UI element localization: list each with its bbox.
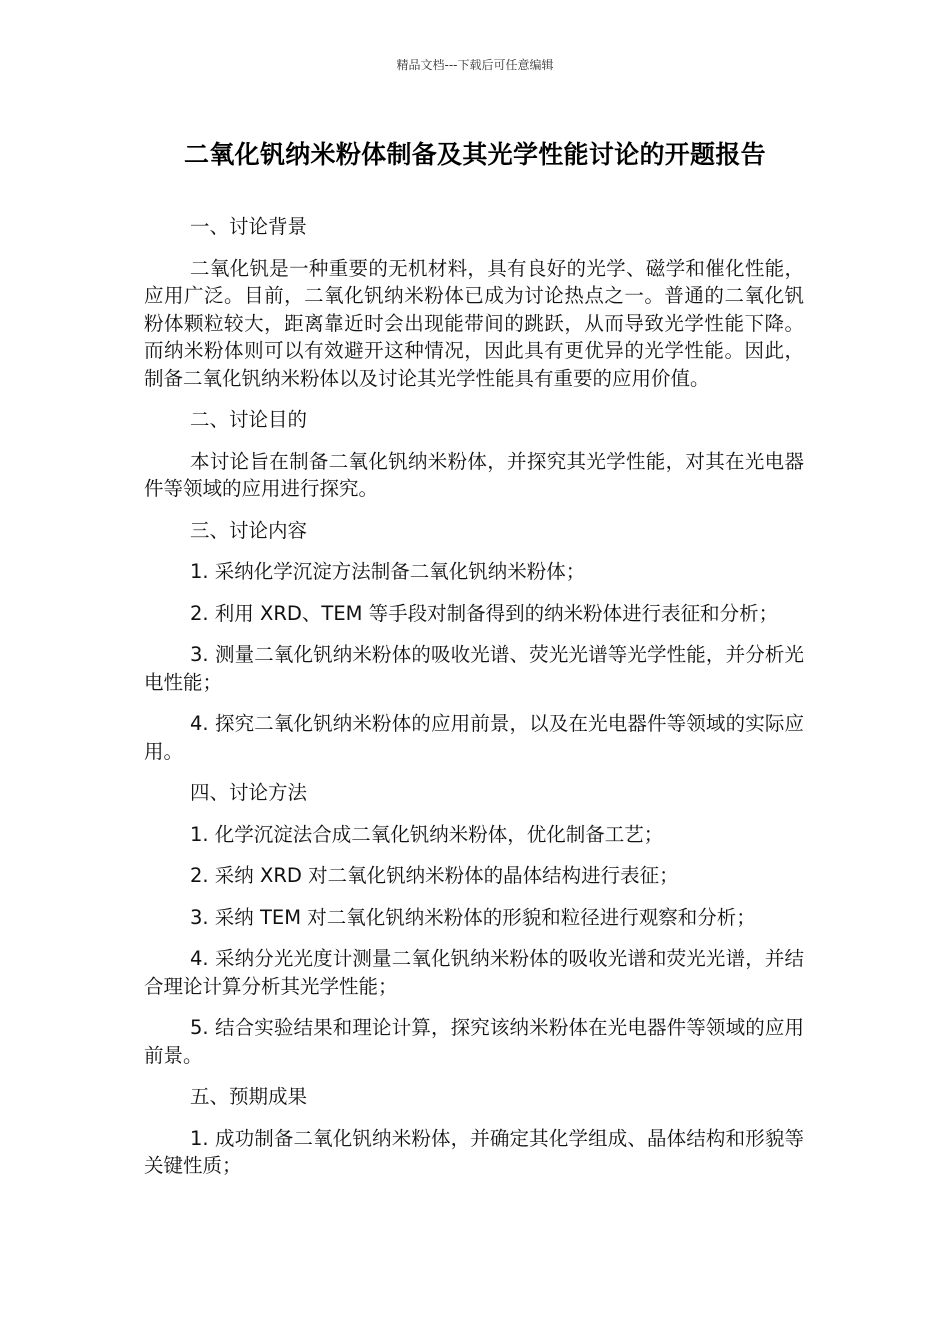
content-item-3: 3. 测量二氧化钒纳米粉体的吸收光谱、荧光光谱等光学性能，并分析光电性能； xyxy=(144,643,804,694)
method-item-2: 2. 采纳 XRD 对二氧化钒纳米粉体的晶体结构进行表征； xyxy=(190,864,679,887)
document-body xyxy=(144,213,804,1194)
section-heading-purpose: 二、讨论目的 xyxy=(190,408,308,431)
section-heading-content: 三、讨论内容 xyxy=(190,518,308,542)
method-item-1: 1. 化学沉淀法合成二氧化钒纳米粉体，优化制备工艺； xyxy=(190,822,664,846)
method-item-4: 4. 采纳分光光度计测量二氧化钒纳米粉体的吸收光谱和荧光光谱，并结合理论计算分析其光学性能； xyxy=(144,947,804,998)
section-heading-expected-results: 五、预期成果 xyxy=(190,1085,308,1108)
background-paragraph: 二氧化钒是一种重要的无机材料，具有良好的光学、磁学和催化性能，应用广泛。目前，二氧化钒纳米粉体已成为讨论热点之一。普通的二氧化钒粉体颗粒较大，距离靠近时会出现能带间的跳跃，从而导致光学性能下降。而纳米粉体则可以有效避开这种情况，因此具有更优异的光学性能。因此，制备二氧化钒纳米粉体以及讨论其光学性能具有重要的应用价值。 xyxy=(144,256,804,390)
method-item-3: 3. 采纳 TEM 对二氧化钒纳米粉体的形貌和粒径进行观察和分析； xyxy=(190,905,756,929)
content-item-2: 2. 利用 XRD、TEM 等手段对制备得到的纳米粉体进行表征和分析； xyxy=(190,601,779,625)
section-heading-methods: 四、讨论方法 xyxy=(190,781,308,804)
method-item-5: 5. 结合实验结果和理论计算，探究该纳米粉体在光电器件等领域的应用前景。 xyxy=(144,1016,804,1067)
purpose-paragraph: 本讨论旨在制备二氧化钒纳米粉体，并探究其光学性能，对其在光电器件等领域的应用进行探究。 xyxy=(144,449,804,500)
document-title: 二氧化钒纳米粉体制备及其光学性能讨论的开题报告 xyxy=(184,140,766,169)
content-item-4: 4. 探究二氧化钒纳米粉体的应用前景，以及在光电器件等领域的实际应用。 xyxy=(144,712,804,763)
page-header: 精品文档---下载后可任意编辑 xyxy=(396,58,554,72)
section-heading-background: 一、讨论背景 xyxy=(190,215,308,238)
content-item-1: 1. 采纳化学沉淀方法制备二氧化钒纳米粉体； xyxy=(190,560,586,583)
result-item-1: 1. 成功制备二氧化钒纳米粉体，并确定其化学组成、晶体结构和形貌等关键性质； xyxy=(144,1126,804,1177)
